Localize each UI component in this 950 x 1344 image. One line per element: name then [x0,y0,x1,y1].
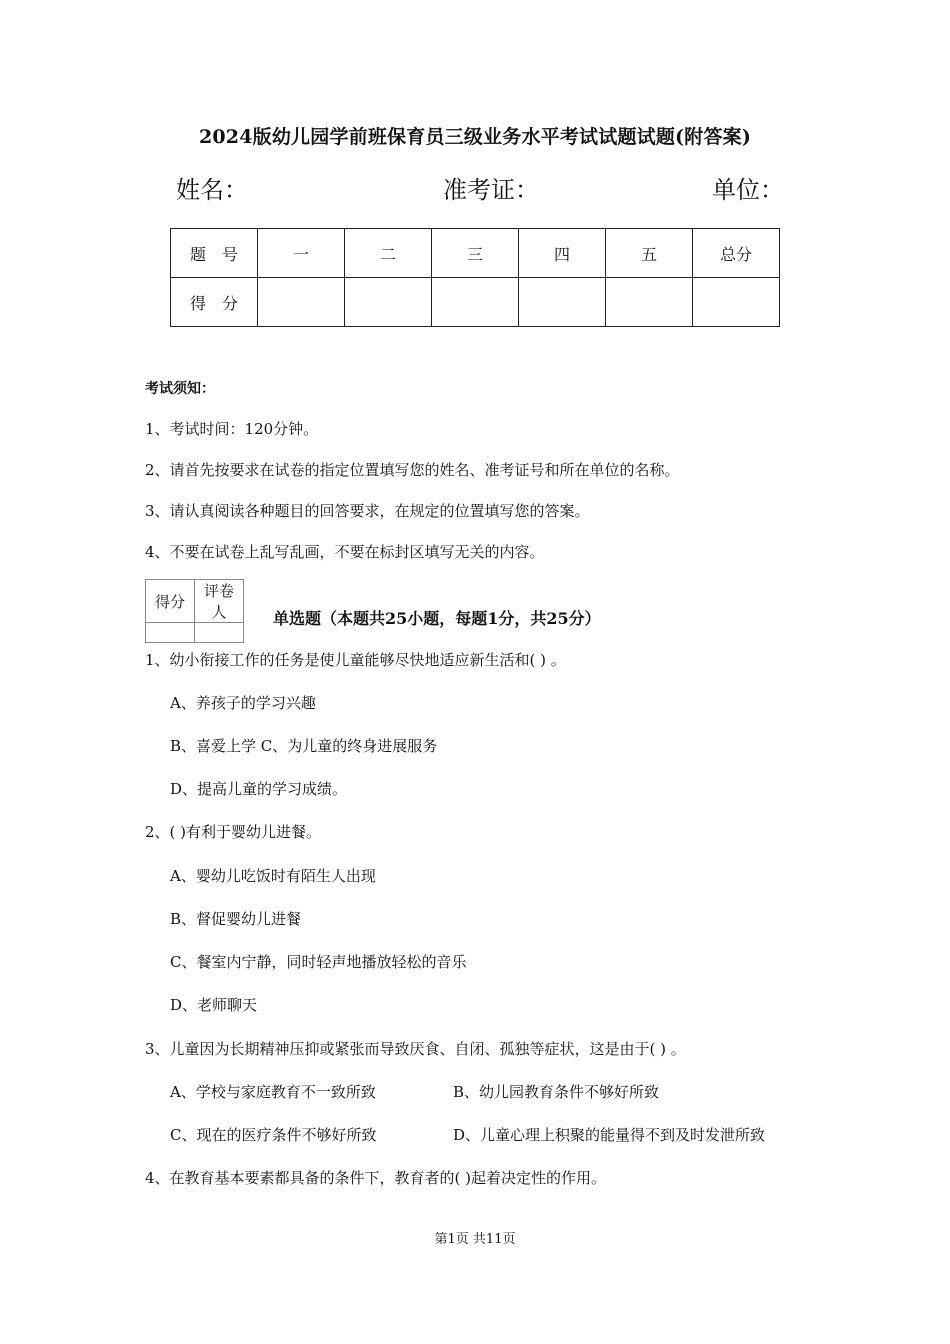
score-header-cell: 总分 [693,229,780,278]
page-title: 2024版幼儿园学前班保育员三级业务水平考试试题试题(附答案) [198,126,752,148]
question-option: B、幼儿园教育条件不够好所致 [453,1083,660,1101]
notice-item: 1、考试时间：120分钟。 [145,420,319,438]
score-header-cell: 四 [519,229,606,278]
question-stem: 1、幼小衔接工作的任务是使儿童能够尽快地适应新生活和( ) 。 [145,651,566,669]
question-option: D、儿童心理上积聚的能量得不到及时发泄所致 [453,1126,766,1144]
score-table-header-row [171,229,780,278]
unit-field-label: 单位： [712,176,784,204]
name-field-label: 姓名： [176,176,248,204]
grader-reviewer-label: 评卷人 [195,580,244,623]
score-cell [432,278,519,327]
grader-box [145,579,244,643]
score-cell [693,278,780,327]
score-cell [519,278,606,327]
notice-item: 4、不要在试卷上乱写乱画，不要在标封区填写无关的内容。 [145,543,545,561]
score-row-label: 得 分 [171,278,258,327]
score-table [170,228,780,327]
grader-score-cell [146,623,195,643]
notice-heading: 考试须知： [145,381,215,397]
score-header-cell: 三 [432,229,519,278]
grader-reviewer-cell [195,623,244,643]
question-option: A、养孩子的学习兴趣 [170,694,316,712]
grader-score-label: 得分 [146,580,195,623]
question-option: A、学校与家庭教育不一致所致 [170,1083,376,1101]
score-header-cell: 一 [258,229,345,278]
page-footer: 第1页 共11页 [434,1232,516,1247]
question-option: A、婴幼儿吃饭时有陌生人出现 [170,867,376,885]
notice-item: 2、请首先按要求在试卷的指定位置填写您的姓名、准考证号和所在单位的名称。 [145,461,680,479]
question-option: C、餐室内宁静，同时轻声地播放轻松的音乐 [170,953,467,971]
question-option: B、督促婴幼儿进餐 [170,910,302,928]
question-stem: 3、儿童因为长期精神压抑或紧张而导致厌食、自闭、孤独等症状，这是由于( ) 。 [145,1040,686,1058]
question-option: D、提高儿童的学习成绩。 [170,780,348,798]
question-stem: 2、( )有利于婴幼儿进餐。 [145,823,322,841]
score-table-score-row [171,278,780,327]
question-option: D、老师聊天 [170,996,258,1014]
question-option: C、现在的医疗条件不够好所致 [170,1126,377,1144]
section-title: 单选题（本题共25小题，每题1分，共25分） [273,609,601,628]
score-header-cell: 五 [606,229,693,278]
score-cell [606,278,693,327]
score-header-cell: 二 [345,229,432,278]
score-cell [258,278,345,327]
score-cell [345,278,432,327]
question-stem: 4、在教育基本要素都具备的条件下，教育者的( )起着决定性的作用。 [145,1169,607,1187]
exam-number-field-label: 准考证： [443,176,539,204]
notice-item: 3、请认真阅读各种题目的回答要求，在规定的位置填写您的答案。 [145,502,590,520]
question-option: B、喜爱上学 C、为儿童的终身进展服务 [170,737,438,755]
score-header-cell: 题 号 [171,229,258,278]
